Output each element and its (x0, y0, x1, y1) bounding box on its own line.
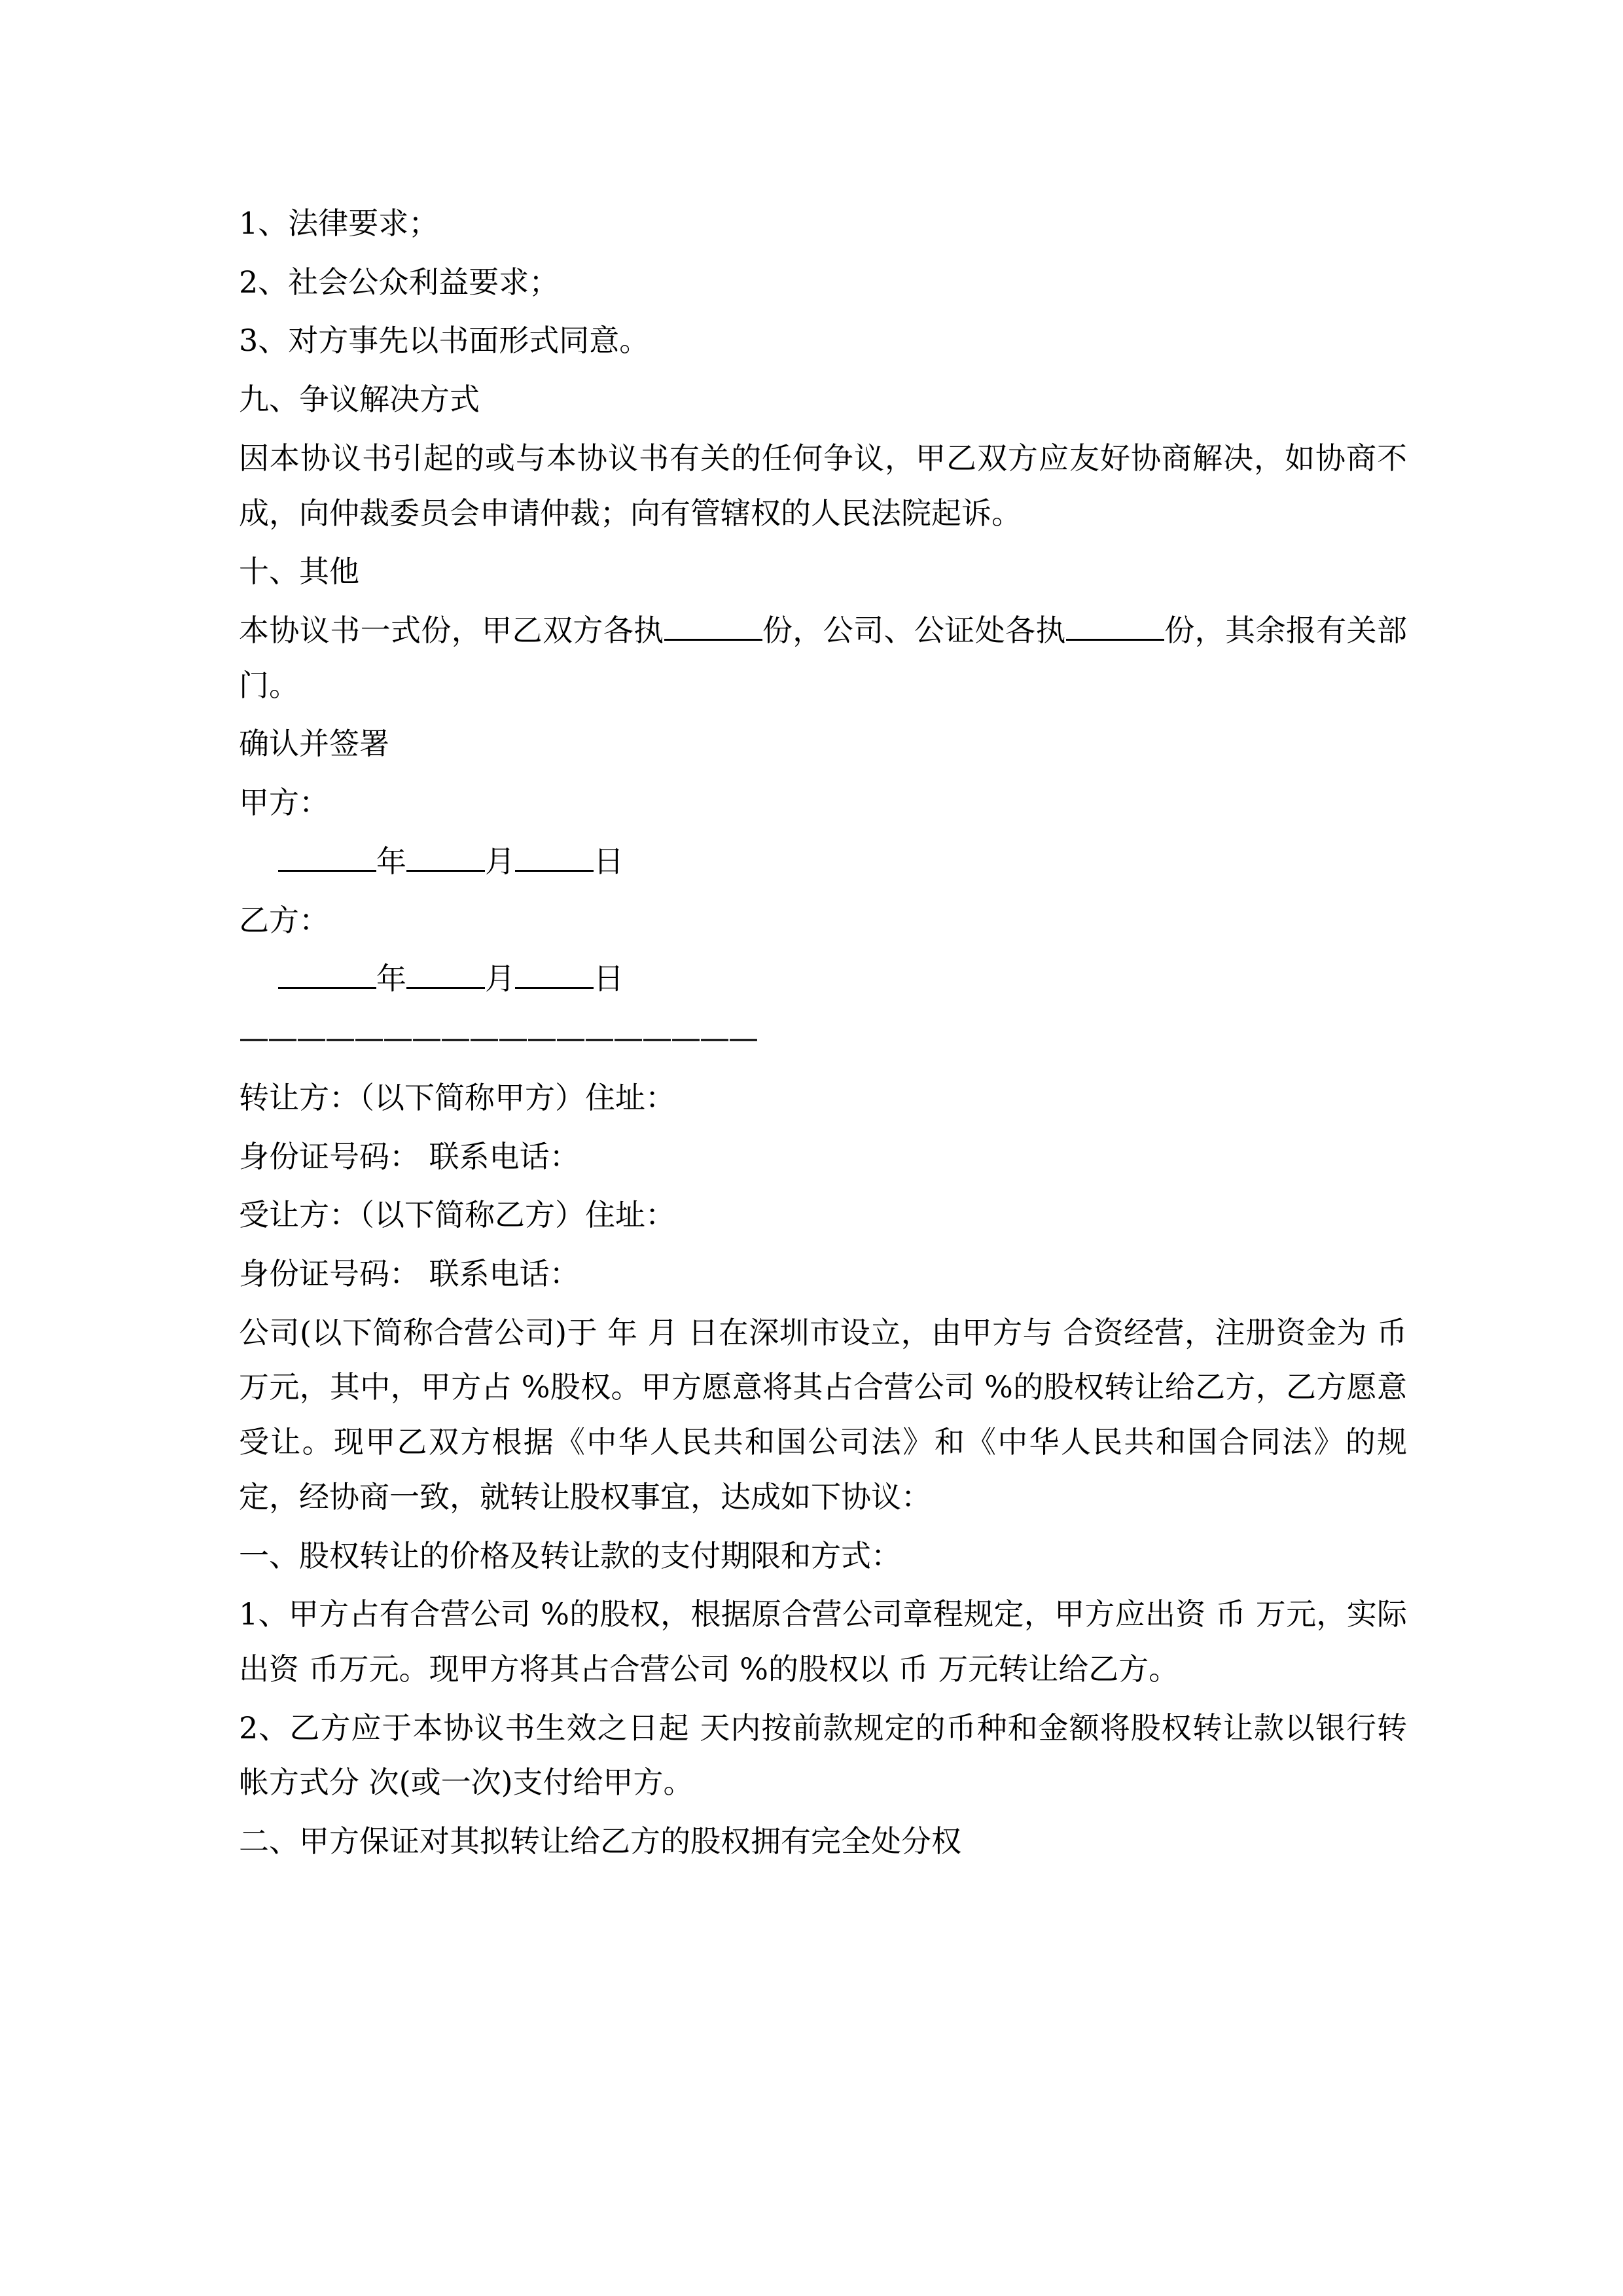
party-a-day-label: 日 (594, 843, 624, 879)
party-b-day-label: 日 (594, 961, 624, 997)
copies-clause-part2: 份，公司、公证处各执 (762, 613, 1066, 649)
party-b-year-blank (278, 987, 376, 989)
clause-one-item-1: 1、甲方占有合营公司 %的股权，根据原合营公司章程规定，甲方应出资 币 万元，实际出资 币万元。现甲方将其占合营公司 %的股权以 币 万元转让给乙方。 (239, 1596, 1407, 1687)
copies-clause-part4: 报有关部门。 (239, 613, 1408, 703)
party-a-day-blank (515, 870, 594, 872)
party-a-month-blank (406, 870, 485, 872)
party-b-month-label: 月 (485, 961, 515, 997)
party-b-label: 乙方： (239, 902, 329, 938)
document-body (239, 196, 1417, 1869)
party-a-date-line (239, 834, 1407, 889)
party-a-label: 甲方： (239, 785, 329, 821)
dispute-resolution-text: 因本协议书引起的或与本协议书有关的任何争议，甲乙双方应友好协商解决，如协商不成，向仲裁委员会申请仲裁；向有管辖权的人民法院起诉。 (239, 440, 1407, 531)
copies-blank-1 (664, 639, 762, 641)
copies-blank-2 (1066, 639, 1164, 641)
party-a-year-blank (278, 870, 376, 872)
section-heading-nine: 九、争议解决方式 (239, 382, 480, 418)
transferee-address-line: 受让方：（以下简称乙方）住址： (239, 1197, 675, 1233)
section-heading-two: 二、甲方保证对其拟转让给乙方的股权拥有完全处分权 (239, 1823, 961, 1859)
copies-clause (239, 603, 1407, 713)
transferee-id-line: 身份证号码： 联系电话： (239, 1255, 580, 1291)
section-heading-ten: 十、其他 (239, 554, 359, 590)
party-b-day-blank (515, 987, 594, 989)
copies-clause-part3: 份，其余 (1164, 613, 1286, 649)
party-a-year-label: 年 (376, 843, 406, 879)
section-divider: —————————————————— (239, 1020, 757, 1056)
list-item-2: 2、社会公众利益要求； (239, 264, 560, 300)
copies-clause-part1: 本协议书一式份，甲乙双方各执 (239, 613, 664, 649)
list-item-3: 3、对方事先以书面形式同意。 (239, 323, 650, 359)
party-b-month-blank (406, 987, 485, 989)
confirm-and-sign-label: 确认并签署 (239, 726, 389, 762)
section-heading-one: 一、股权转让的价格及转让款的支付期限和方式： (239, 1537, 901, 1573)
party-b-date-line (239, 952, 1407, 1007)
party-b-year-label: 年 (376, 961, 406, 997)
preamble-text: 公司(以下简称合营公司)于 年 月 日在深圳市设立，由甲方与 合资经营，注册资金为 币 万元，其中，甲方占 %股权。甲方愿意将其占合营公司 %的股权转让给乙方，乙方愿意受让。现甲乙双方根据《中华人民共和国公司法》和《中华人民共和国合同法》的规定，经协商一致，就转让股权事宜，达成如下协议： (239, 1314, 1417, 1515)
clause-one-item-2: 2、乙方应于本协议书生效之日起 天内按前款规定的币种和金额将股权转让款以银行转帐方式分 次(或一次)支付给甲方。 (239, 1710, 1407, 1801)
transferor-id-line: 身份证号码： 联系电话： (239, 1138, 580, 1174)
list-item-1: 1、法律要求； (239, 206, 439, 241)
party-a-month-label: 月 (485, 843, 515, 879)
transferor-address-line: 转让方：（以下简称甲方）住址： (239, 1079, 675, 1115)
